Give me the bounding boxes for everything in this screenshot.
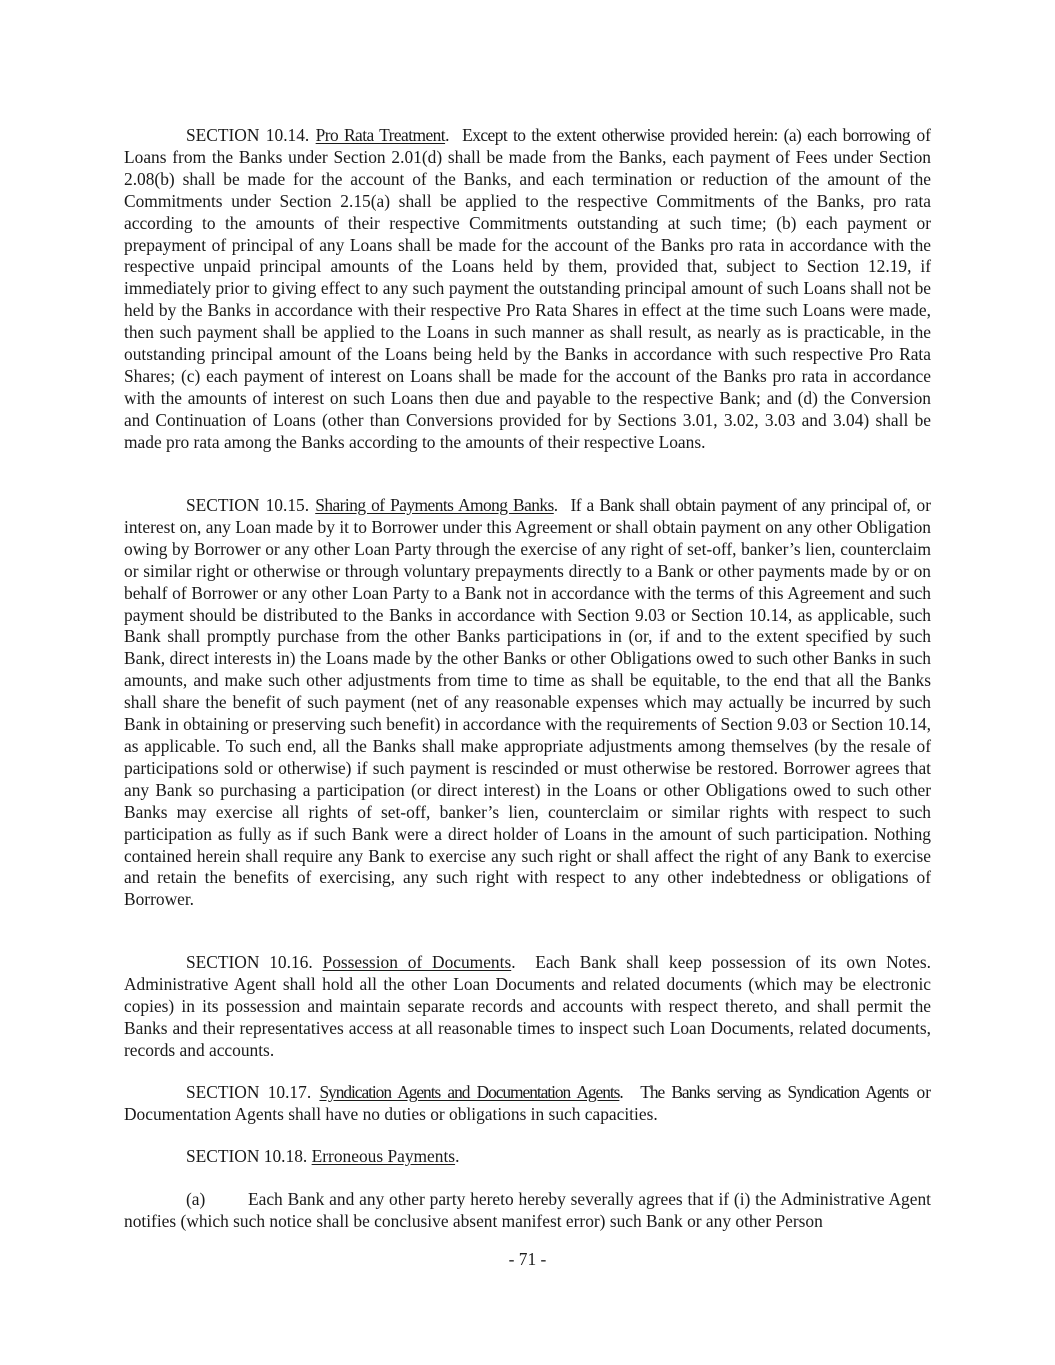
section-10-15: SECTION 10.15. Sharing of Payments Among Banks. If a Bank shall obtain payment of any principal of, or interest on, any Loan made by it to Borrower under this Agreement or shall obtain payment on any other Obligation owing by Borrower or any other Loan Party through the exercise of any right of set-off, banker’s lien, counterclaim or similar right or otherwise or through voluntary prepayments directly to a Bank or other payments made by or on behalf of Borrower or any other Loan Party to a Bank not in accordance with the terms of this Agreement and such payment should be distributed to the Banks in accordance with Section 9.03 or Section 10.14, as applicable, such Bank shall promptly purchase from the other Banks participations in (or, if and to the extent specified by such Bank, direct interests in) the Loans made by the other Banks or other Obligations owed to such other Banks in such amounts, and make such other adjustments from time to time as shall be equitable, to the end that all the Banks shall share the benefit of such payment (net of any reasonable expenses which may actually be incurred by such Bank in obtaining or preserving such benefit) in accordance with the requirements of Section 9.03 or Section 10.14, as applicable. To such end, all the Banks shall make appropriate adjustments among themselves (by the resale of participations sold or otherwise) if such payment is rescinded or must otherwise be restored. Borrower agrees that any Bank so purchasing a participation (or direct interest) in the Loans or other Obligations owed to such other Banks may exercise all rights of set-off, banker’s lien, counterclaim or similar rights with respect to such participation as fully as if such Bank were a direct holder of Loans in the amount of such participation. Nothing contained herein shall require any Bank to exercise any such right or shall affect the right of any Bank to exercise and retain the benefits of exercising, any such right with respect to any other indebtedness or obligations of Borrower. (124, 495, 931, 910)
section-lead: The Banks serving as Syndication Agents (640, 1082, 909, 1102)
section-10-18: SECTION 10.18. Erroneous Payments. (186, 1146, 460, 1166)
section-10-17: SECTION 10.17. Syndication Agents and Documentation Agents. The Banks serving as Syndication Agents or Documentation Agents shall have no duties or obligations in such capacities. (124, 1082, 931, 1124)
section-lead: If a Bank shall obtain payment of any principal of, (570, 495, 911, 515)
section-number: SECTION 10.17. (186, 1082, 312, 1102)
subsection-a (124, 1189, 931, 1233)
page-number: - 71 - (508, 1249, 547, 1269)
section-body: Administrative Agent shall hold all the other Loan Documents and related documents (which may be electronic copies) in its possession and maintain separate records and accounts with respect thereto, and shall permit the Banks and their representatives access at all reasonable times to inspect such Loan Documents, related documents, records and accounts. (124, 973, 931, 1060)
section-title: Sharing of Payments Among Banks (315, 495, 554, 515)
section-title: Syndication Agents and Documentation Agents (319, 1082, 620, 1102)
section-10-16: SECTION 10.16. Possession of Documents. Each Bank shall keep possession of its own Notes. Administrative Agent shall hold all the other Loan Documents and related documents (which may be electronic copies) in its possession and maintain separate records and accounts with respect thereto, and shall permit the Banks and their representatives access at all reasonable times to inspect such Loan Documents, related documents, records and accounts. (124, 952, 931, 1060)
section-10-14: SECTION 10.14. Pro Rata Treatment. Except to the extent otherwise provided herein: (a) each borrowing of Loans from the Banks under Section 2.01(d) shall be made from the Banks, each payment of Fees under Section 2.08(b) shall be made for the account of the Banks, and each termination or reduction of the amount of the Commitments under Section 2.15(a) shall be applied to the respective Commitments of the Banks, pro rata according to the amounts of their respective Commitments outstanding at such time; (b) each payment or prepayment of principal of any Loans shall be made for the account of the Banks pro rata in accordance with the respective unpaid principal amounts of the Loans held by them, provided that, subject to Section 12.19, if immediately prior to giving effect to any such payment the outstanding principal amount of such Loans shall not be held by the Banks in accordance with their respective Pro Rata Shares in effect at the time such Loans were made, then such payment shall be applied to the Loans in such manner as shall result, as nearly as is practicable, in the outstanding principal amount of the Loans being held by the Banks in accordance with such respective Pro Rata Shares; (c) each payment of interest on Loans shall be made for the account of the Banks pro rata in accordance with the amounts of interest on such Loans then due and payable to the respective Bank; and (d) the Conversion and Continuation of Loans (other than Conversions provided for by Sections 3.01, 3.02, 3.03 and 3.04) shall be made pro rata among the Banks according to the amounts of their respective Loans. (124, 125, 931, 452)
section-number: SECTION 10.18. (186, 1146, 308, 1166)
section-body: of Loans from the Banks under Section 2.01(d) shall be made from the Banks, each payment of Fees under Section 2.08(b) shall be made for the account of the Banks, and each termination or reduction of the amount of the Commitments under Section 2.15(a) shall be applied to the respective Commitments of the Banks, pro rata according to the amounts of their respective Commitments outstanding at such time; (b) each payment or prepayment of principal of any Loans shall be made for the account of the Banks pro rata in accordance with the respective unpaid principal amounts of the Loans held by them, provided that, subject to Section 12.19, if immediately prior to giving effect to any such payment the outstanding principal amount of such Loans shall not be held by the Banks in accordance with their respective Pro Rata Shares in effect at the time such Loans were made, then such payment shall be applied to the Loans in such manner as shall result, as nearly as is practicable, in the outstanding principal amount of the Loans being held by the Banks in accordance with such respective Pro Rata Shares; (c) each payment of interest on Loans shall be made for the account of the Banks pro rata in accordance with the amounts of interest on such Loans then due and payable to the respective Bank; and (d) the Conversion and Continuation of Loans (other than Conversions provided for by Sections 3.01, 3.02, 3.03 and 3.04) shall be made pro rata among the Banks according to the amounts of their respective Loans. (124, 125, 931, 452)
section-title: Possession of Documents (322, 952, 512, 972)
subsection-label: (a) (186, 1189, 206, 1209)
section-body: or Documentation Agents shall have no duties or obligations in such capacities. (124, 1082, 931, 1124)
section-number: SECTION 10.14. (186, 125, 310, 145)
section-number: SECTION 10.15. (186, 495, 310, 515)
subsection-text: Each Bank and any other party hereto hereby severally agrees that if (i) the Administrative Agent notifies (which such notice shall be conclusive absent manifest error) such Bank or any other Person (124, 1189, 931, 1231)
section-lead: Each Bank shall keep possession of its own Notes. (535, 952, 931, 972)
section-title: Pro Rata Treatment (315, 125, 446, 145)
section-number: SECTION 10.16. (186, 952, 313, 972)
section-body: or interest on, any Loan made by it to Borrower under this Agreement or shall obtain payment on any other Obligation owing by Borrower or any other Loan Party through the exercise of any right of set-off, banker’s lien, counterclaim or similar right or otherwise or through voluntary prepayments directly to a Bank or other payments made by or on behalf of Borrower or any other Loan Party to a Bank not in accordance with the terms of this Agreement and such payment should be distributed to the Banks in accordance with Section 9.03 or Section 10.14, as applicable, such Bank shall promptly purchase from the other Banks participations in (or, if and to the extent specified by such Bank, direct interests in) the Loans made by the other Banks or other Obligations owed to such other Banks in such amounts, and make such other adjustments from time to time as shall be equitable, to the end that all the Banks shall share the benefit of such payment (net of any reasonable expenses which may actually be incurred by such Bank in obtaining or preserving such benefit) in accordance with the requirements of Section 9.03 or Section 10.14, as applicable. To such end, all the Banks shall make appropriate adjustments among themselves (by the resale of participations sold or otherwise) if such payment is rescinded or must otherwise be restored. Borrower agrees that any Bank so purchasing a participation (or direct interest) in the Loans or other Obligations owed to such other Banks may exercise all rights of set-off, banker’s lien, counterclaim or similar rights with respect to such participation as fully as if such Bank were a direct holder of Loans in the amount of such participation. Nothing contained herein shall require any Bank to exercise any such right or shall affect the right of any Bank to exercise and retain the benefits of exercising, any such right with respect to any other indebtedness or obligations of Borrower. (124, 495, 931, 910)
section-lead: Except to the extent otherwise provided herein: (a) each borrowing (462, 125, 911, 145)
section-title: Erroneous Payments (311, 1146, 456, 1166)
